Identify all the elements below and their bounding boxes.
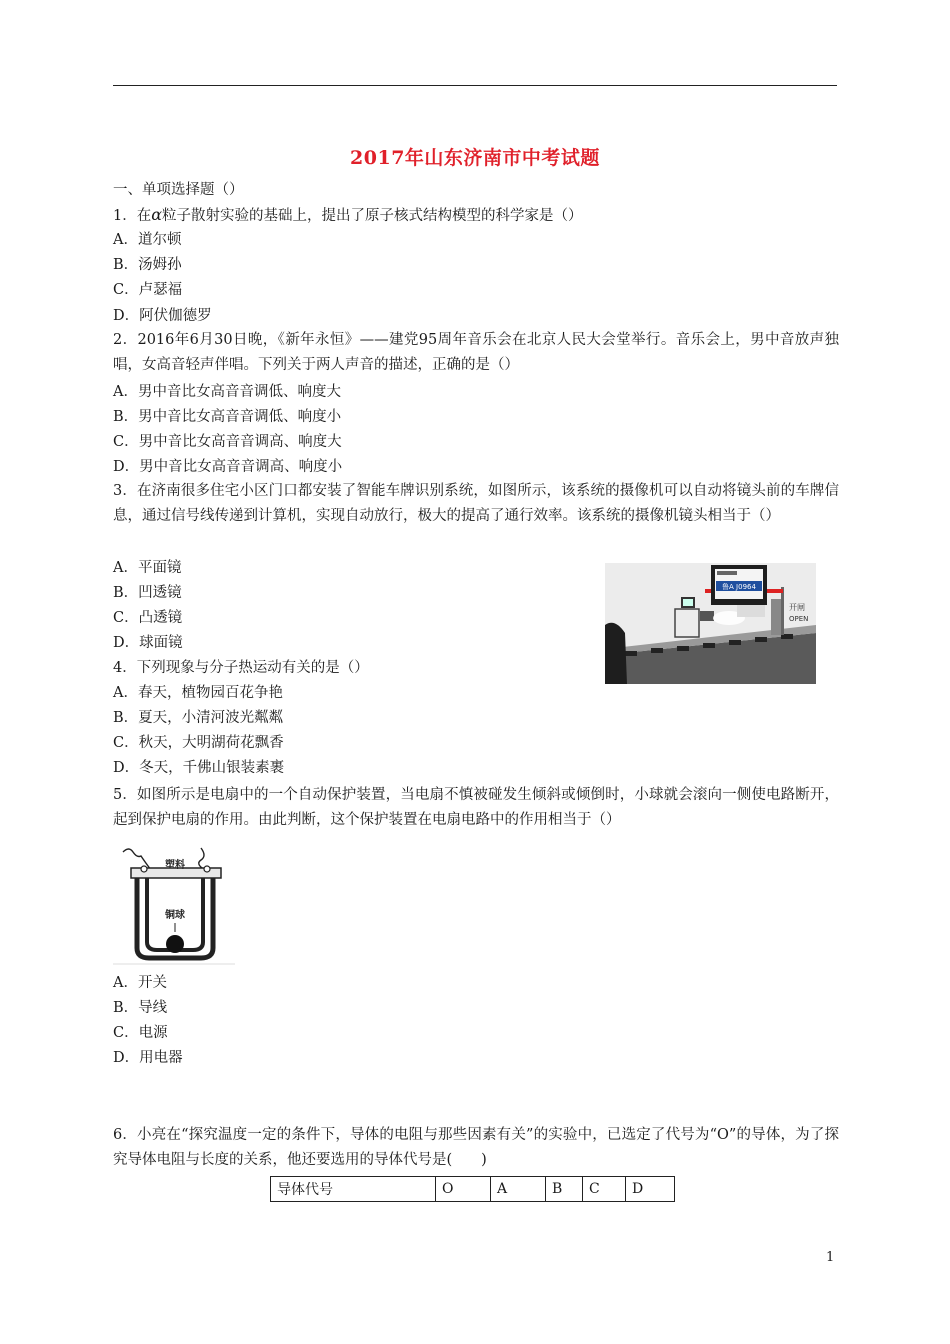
q5-option-a: A．开关	[113, 975, 167, 991]
page-title: 2017年山东济南市中考试题	[350, 147, 600, 169]
conductor-table	[270, 1176, 675, 1202]
question-4: 4．下列现象与分子热运动有关的是（）	[113, 660, 369, 676]
q2-option-d: D．男中音比女高音音调高、响度小	[113, 459, 343, 475]
q2-option-b: B．男中音比女高音音调低、响度小	[113, 409, 342, 425]
question-1: 1．在α粒子散射实验的基础上，提出了原子核式结构模型的科学家是（）	[113, 205, 583, 224]
q5-option-d: D．用电器	[113, 1050, 183, 1066]
table-cell-code-a: A	[491, 1177, 546, 1202]
q4-option-c: C．秋天，大明湖荷花飘香	[113, 735, 284, 751]
question-6: 6．小亮在“探究温度一定的条件下，导体的电阻与那些因素有关”的实验中，已选定了代号为“O”的导体，为了探究导体电阻与长度的关系，他还要选用的导体代号是( )	[113, 1127, 839, 1168]
table-cell-code-b: B	[546, 1177, 583, 1202]
gate-label: 开闸	[789, 603, 805, 612]
tilt-switch-figure	[113, 844, 235, 966]
q1-option-d: D．阿伏伽德罗	[113, 308, 212, 324]
question-5: 5．如图所示是电扇中的一个自动保护装置，当电扇不慎被碰发生倾斜或倾倒时，小球就会滚向一侧使电路断开，起到保护电扇的作用。由此判断，这个保护装置在电扇电路中的作用相当于（）	[113, 787, 839, 828]
q4-option-b: B．夏天，小清河波光粼粼	[113, 710, 284, 726]
q4-option-a: A．春天，植物园百花争艳	[113, 685, 283, 701]
table-cell-code-d: D	[626, 1177, 675, 1202]
label-plastic: 塑料	[165, 860, 185, 871]
alpha-symbol: α	[151, 205, 163, 224]
q3-option-b: B．凹透镜	[113, 585, 182, 601]
table-row	[271, 1177, 675, 1202]
gate-label-open: OPEN	[789, 615, 809, 623]
q3-option-a: A．平面镜	[113, 560, 182, 576]
q3-option-c: C．凸透镜	[113, 610, 183, 626]
q4-option-d: D．冬天，千佛山银装素裹	[113, 760, 285, 776]
q5-option-c: C．电源	[113, 1025, 168, 1041]
license-plate-recognition-figure	[605, 563, 816, 684]
question-2: 2．2016年6月30日晚，《新年永恒》——建党95周年音乐会在北京人民大会堂举行。音乐会上，男中音放声独唱，女高音轻声伴唱。下列关于两人声音的描述，正确的是（）	[113, 332, 839, 373]
table-cell-code-c: C	[583, 1177, 626, 1202]
q1-option-a: A．道尔顿	[113, 232, 182, 248]
q1-option-c: C．卢瑟福	[113, 282, 183, 298]
q3-option-d: D．球面镜	[113, 635, 183, 651]
q5-option-b: B．导线	[113, 1000, 168, 1016]
page-number: 1	[826, 1250, 835, 1265]
plate-number: 鲁A J0964	[722, 583, 756, 591]
header-rule	[113, 85, 837, 86]
q2-option-a: A．男中音比女高音音调低、响度大	[113, 384, 341, 400]
q1-option-b: B．汤姆孙	[113, 257, 182, 273]
question-3: 3．在济南很多住宅小区门口都安装了智能车牌识别系统，如图所示，该系统的摄像机可以自动将镜头前的车牌信息，通过信号线传递到计算机，实现自动放行，极大的提高了通行效率。该系统的摄像机镜头相当于（）	[113, 483, 839, 524]
q2-option-c: C．男中音比女高音音调高、响度大	[113, 434, 342, 450]
label-copper-ball: 铜球	[165, 910, 185, 921]
table-header-cell: 导体代号	[271, 1177, 436, 1202]
table-cell-code-o: O	[436, 1177, 491, 1202]
section-heading: 一、单项选择题（）	[113, 182, 244, 198]
